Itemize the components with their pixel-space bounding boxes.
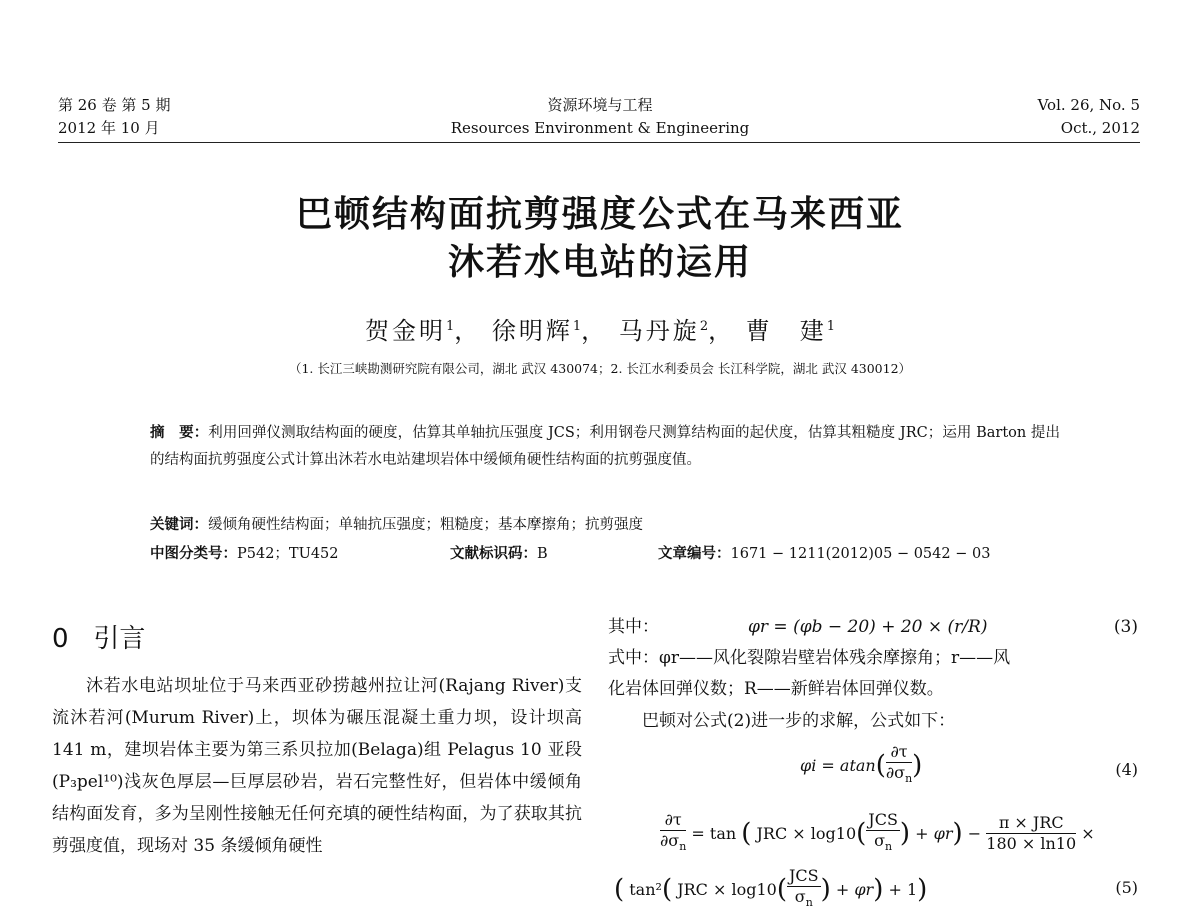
paren-right: ): [917, 874, 928, 905]
header-rule: [58, 142, 1140, 143]
eq5-minus: −: [967, 824, 982, 844]
doc-code-value: B: [537, 546, 548, 562]
keywords-text: 缓倾角硬性结构面；单轴抗压强度；粗糙度；基本摩擦角；抗剪强度: [208, 517, 643, 533]
paper-title-line1: 巴顿结构面抗剪强度公式在马来西亚: [295, 194, 904, 235]
eq5-tan: = tan: [691, 824, 737, 844]
section-title: 引言: [93, 624, 146, 654]
intro-paragraph: 沐若水电站坝址位于马来西亚砂捞越州拉让河(Rajang River)支流沐若河(Murum River)上，坝体为碾压混凝土重力坝，设计坝高 141 m，建坝岩体主要为第三系贝拉加(Belaga)组 Pelagus 10 亚段(P₃pel¹⁰)浅灰色厚层—巨厚层砂岩，岩石完整性好，但岩体中缓倾角结构面发育，多为呈刚性接触无任何充填的硬性结构面，为了获取其抗剪强度值，现场对 35 条缓倾角硬性: [52, 676, 582, 856]
paren-right: ): [912, 750, 923, 781]
classification-number: [150, 541, 339, 567]
header-date-cn: 2012 年 10 月: [58, 119, 160, 137]
classification-value: P542；TU452: [237, 546, 339, 562]
eq5-phi-r: + φr: [915, 824, 953, 844]
equation-4-lhs: φi = atan: [800, 756, 876, 776]
fraction-denominator: $\partial\sigma_n$: [885, 763, 913, 786]
paren-left: (: [661, 874, 673, 905]
pi-fraction: [986, 813, 1076, 854]
header-volume-en: Vol. 26, No. 5: [1037, 96, 1140, 114]
paren-right: ): [873, 874, 884, 905]
classification-label: 中图分类号：: [150, 546, 237, 562]
author-affil-mark: 1: [445, 319, 455, 334]
equation-3-line: [608, 612, 1138, 642]
abstract-text: 利用回弹仪测取结构面的硬度，估算其单轴抗压强度 JCS；利用钢卷尺测算结构面的起伏度，估算其粗糙度 JRC；运用 Barton 提出的结构面抗剪强度公式计算出沐若水电站建坝岩体中缓倾角硬性结构面的抗剪强度值。: [150, 425, 1060, 468]
eq5-jrc-log-2: JRC × log10: [677, 880, 777, 900]
doc-code-label: 文献标识码：: [450, 546, 537, 562]
paren-left: (: [614, 874, 625, 905]
author-separator: ，: [454, 317, 482, 345]
equation-intro: 巴顿对公式(2)进一步的求解，公式如下：: [642, 711, 956, 731]
paren-left: (: [741, 818, 752, 849]
paren-right: ): [820, 874, 831, 905]
partial-fraction: [886, 742, 912, 789]
jcs-fraction: [866, 810, 900, 857]
author-affil-mark: 1: [572, 319, 582, 334]
section-number: 0: [52, 624, 69, 654]
equation-4-number: (4): [1115, 760, 1138, 779]
fraction-denominator: $\partial\sigma_n$: [660, 831, 687, 854]
paren-left: (: [875, 750, 886, 781]
article-no-label: 文章编号：: [658, 546, 731, 562]
author-affil-mark: 1: [826, 319, 836, 334]
paper-title-line2: 沐若水电站的运用: [447, 242, 752, 283]
fraction-numerator: π × JRC: [986, 813, 1076, 834]
paren-right: ): [899, 818, 911, 849]
author-name: 贺金明: [364, 317, 446, 345]
fraction-numerator: JCS: [788, 866, 819, 885]
article-number: [658, 541, 990, 567]
author-name: 曹 建: [745, 317, 827, 345]
fraction-denominator: $\sigma_n$: [794, 887, 813, 910]
abstract-label: 摘 要：: [150, 425, 209, 441]
left-column: [52, 670, 582, 862]
paren-left: (: [856, 818, 867, 849]
header-date-en: Oct., 2012: [1060, 119, 1140, 137]
fraction-numerator: JCS: [868, 810, 898, 829]
header-volume-cn: 第 26 卷 第 5 期: [58, 96, 171, 114]
definition-line-1: 式中：φr——风化裂隙岩壁岩体残余摩擦角；r——风: [608, 648, 1011, 668]
article-no-value: 1671 − 1211(2012)05 − 0542 − 03: [730, 546, 991, 562]
fraction-numerator: ∂τ: [660, 810, 686, 831]
eq5-jrc-log: JRC × log10: [756, 824, 857, 844]
equation-5-line1: [660, 810, 1095, 857]
fraction-denominator: 180 × ln10: [986, 834, 1077, 854]
keywords-label: 关键词：: [150, 517, 208, 533]
equation-3: φr = (φb − 20) + 20 × (r/R): [748, 617, 988, 637]
where-label: 其中：: [608, 617, 659, 637]
jcs-fraction: [787, 866, 821, 913]
eq5-times: ×: [1081, 824, 1095, 844]
eq5-phi-r-2: + φr: [835, 880, 874, 900]
author-separator: ，: [581, 317, 609, 345]
partial-fraction: [660, 810, 686, 857]
definition-line-2: 化岩体回弹仪数；R——新鲜岩体回弹仪数。: [608, 679, 944, 699]
keywords: [150, 512, 1060, 539]
eq5-plus-one: + 1: [888, 880, 918, 900]
author-separator: ，: [708, 317, 736, 345]
author-list: [0, 312, 1200, 346]
header-journal-en: Resources Environment & Engineering: [450, 119, 750, 137]
paren-right: ): [952, 818, 963, 849]
fraction-numerator: ∂τ: [886, 742, 912, 763]
author-name: 徐明辉: [491, 317, 573, 345]
equation-4: [800, 742, 922, 789]
equation-3-number: (3): [1113, 617, 1138, 637]
equation-5-number: (5): [1115, 878, 1138, 897]
equation-5-line2: [614, 866, 927, 913]
author-name: 马丹旋: [618, 317, 700, 345]
header-journal-cn: 资源环境与工程: [547, 96, 653, 114]
author-affil-mark: 2: [699, 319, 709, 334]
paren-left: (: [776, 874, 787, 905]
abstract: [150, 420, 1060, 474]
document-code: [450, 541, 548, 567]
section-heading: [52, 622, 145, 656]
eq5-tan-squared: tan²: [629, 880, 662, 900]
affiliations: （1. 长江三峡勘测研究院有限公司，湖北 武汉 430074；2. 长江水利委员会 长江科学院，湖北 武汉 430012）: [288, 361, 912, 376]
fraction-denominator: $\sigma_n$: [874, 831, 893, 854]
